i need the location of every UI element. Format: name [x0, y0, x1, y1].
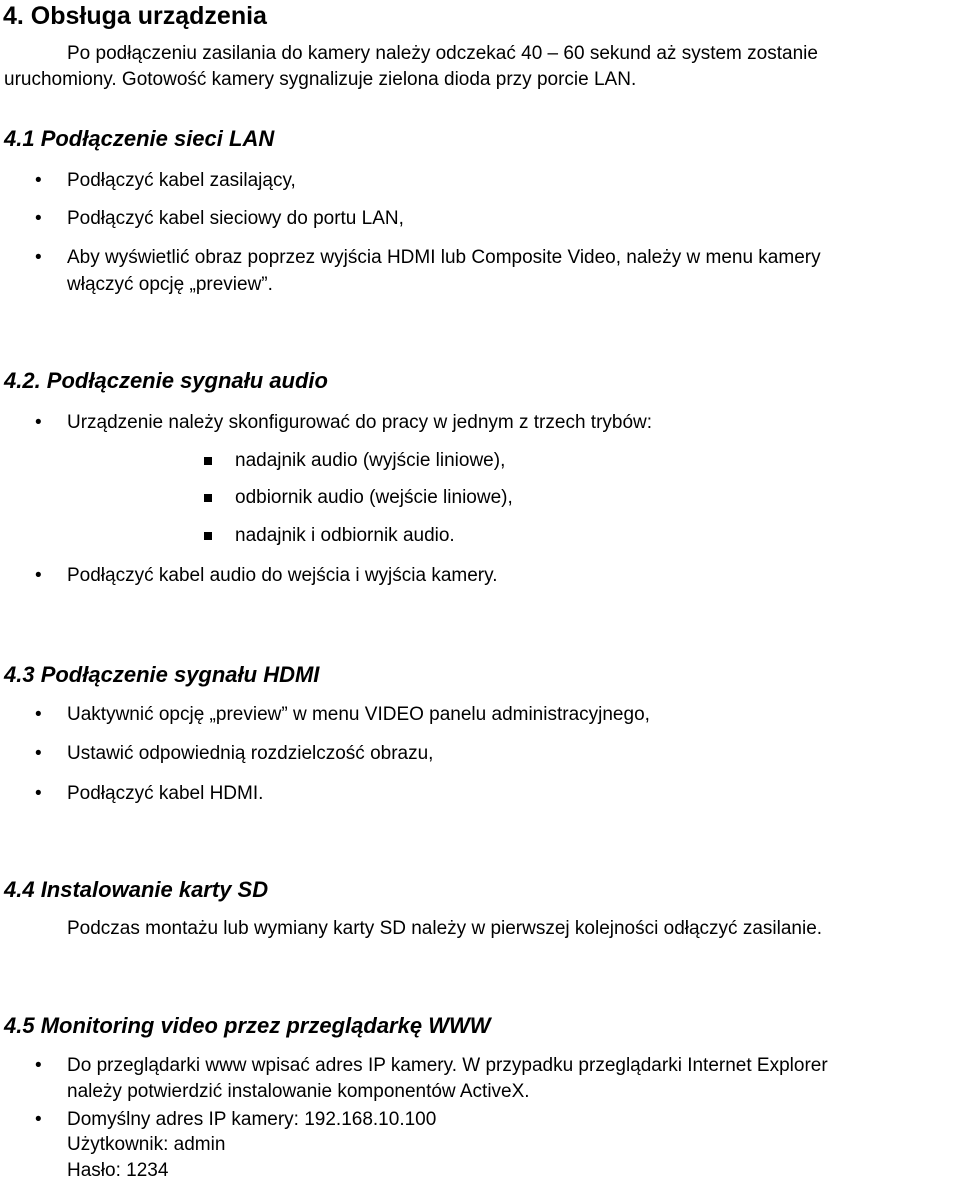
- list-item: Podłączyć kabel sieciowy do portu LAN,: [67, 208, 404, 229]
- intro-line-1: Po podłączeniu zasilania do kamery należy odczekać 40 – 60 sekund aż system zostanie: [67, 43, 818, 64]
- bullet-icon: •: [35, 412, 42, 433]
- bullet-icon: •: [35, 1109, 42, 1130]
- credential-password: Hasło: 1234: [67, 1160, 169, 1181]
- heading-4-3: 4.3 Podłączenie sygnału HDMI: [4, 662, 320, 687]
- list-item: Aby wyświetlić obraz poprzez wyjścia HDMI lub Composite Video, należy w menu kamery: [67, 247, 821, 268]
- sub-list-item: nadajnik audio (wyjście liniowe),: [235, 450, 506, 471]
- list-item-continuation: należy potwierdzić instalowanie komponentów ActiveX.: [67, 1081, 530, 1102]
- bullet-icon: •: [35, 247, 42, 268]
- heading-4-2: 4.2. Podłączenie sygnału audio: [4, 368, 328, 393]
- bullet-icon: •: [35, 704, 42, 725]
- list-item: Urządzenie należy skonfigurować do pracy w jednym z trzech trybów:: [67, 412, 653, 433]
- bullet-icon: •: [35, 783, 42, 804]
- paragraph: Podczas montażu lub wymiany karty SD należy w pierwszej kolejności odłączyć zasilanie.: [67, 918, 823, 939]
- list-item: Do przeglądarki www wpisać adres IP kamery. W przypadku przeglądarki Internet Explorer: [67, 1055, 828, 1076]
- list-item-continuation: włączyć opcję „preview”.: [67, 274, 273, 295]
- sub-list-item: nadajnik i odbiornik audio.: [235, 525, 455, 546]
- sub-list-item: odbiornik audio (wejście liniowe),: [235, 487, 513, 508]
- bullet-icon: •: [35, 1055, 42, 1076]
- heading-4-5: 4.5 Monitoring video przez przeglądarkę WWW: [4, 1013, 491, 1038]
- section-title: 4. Obsługa urządzenia: [3, 2, 267, 30]
- list-item: Uaktywnić opcję „preview” w menu VIDEO panelu administracyjnego,: [67, 704, 650, 725]
- list-item: Podłączyć kabel zasilający,: [67, 170, 296, 191]
- square-bullet-icon: [204, 494, 212, 502]
- list-item: Podłączyć kabel audio do wejścia i wyjścia kamery.: [67, 565, 498, 586]
- bullet-icon: •: [35, 565, 42, 586]
- list-item: Podłączyć kabel HDMI.: [67, 783, 264, 804]
- credential-user: Użytkownik: admin: [67, 1134, 226, 1155]
- square-bullet-icon: [204, 457, 212, 465]
- bullet-icon: •: [35, 743, 42, 764]
- list-item: Domyślny adres IP kamery: 192.168.10.100: [67, 1109, 437, 1130]
- list-item: Ustawić odpowiednią rozdzielczość obrazu,: [67, 743, 434, 764]
- heading-4-1: 4.1 Podłączenie sieci LAN: [4, 126, 275, 151]
- square-bullet-icon: [204, 532, 212, 540]
- bullet-icon: •: [35, 170, 42, 191]
- heading-4-4: 4.4 Instalowanie karty SD: [4, 877, 269, 902]
- intro-line-2: uruchomiony. Gotowość kamery sygnalizuje zielona dioda przy porcie LAN.: [4, 69, 637, 90]
- bullet-icon: •: [35, 208, 42, 229]
